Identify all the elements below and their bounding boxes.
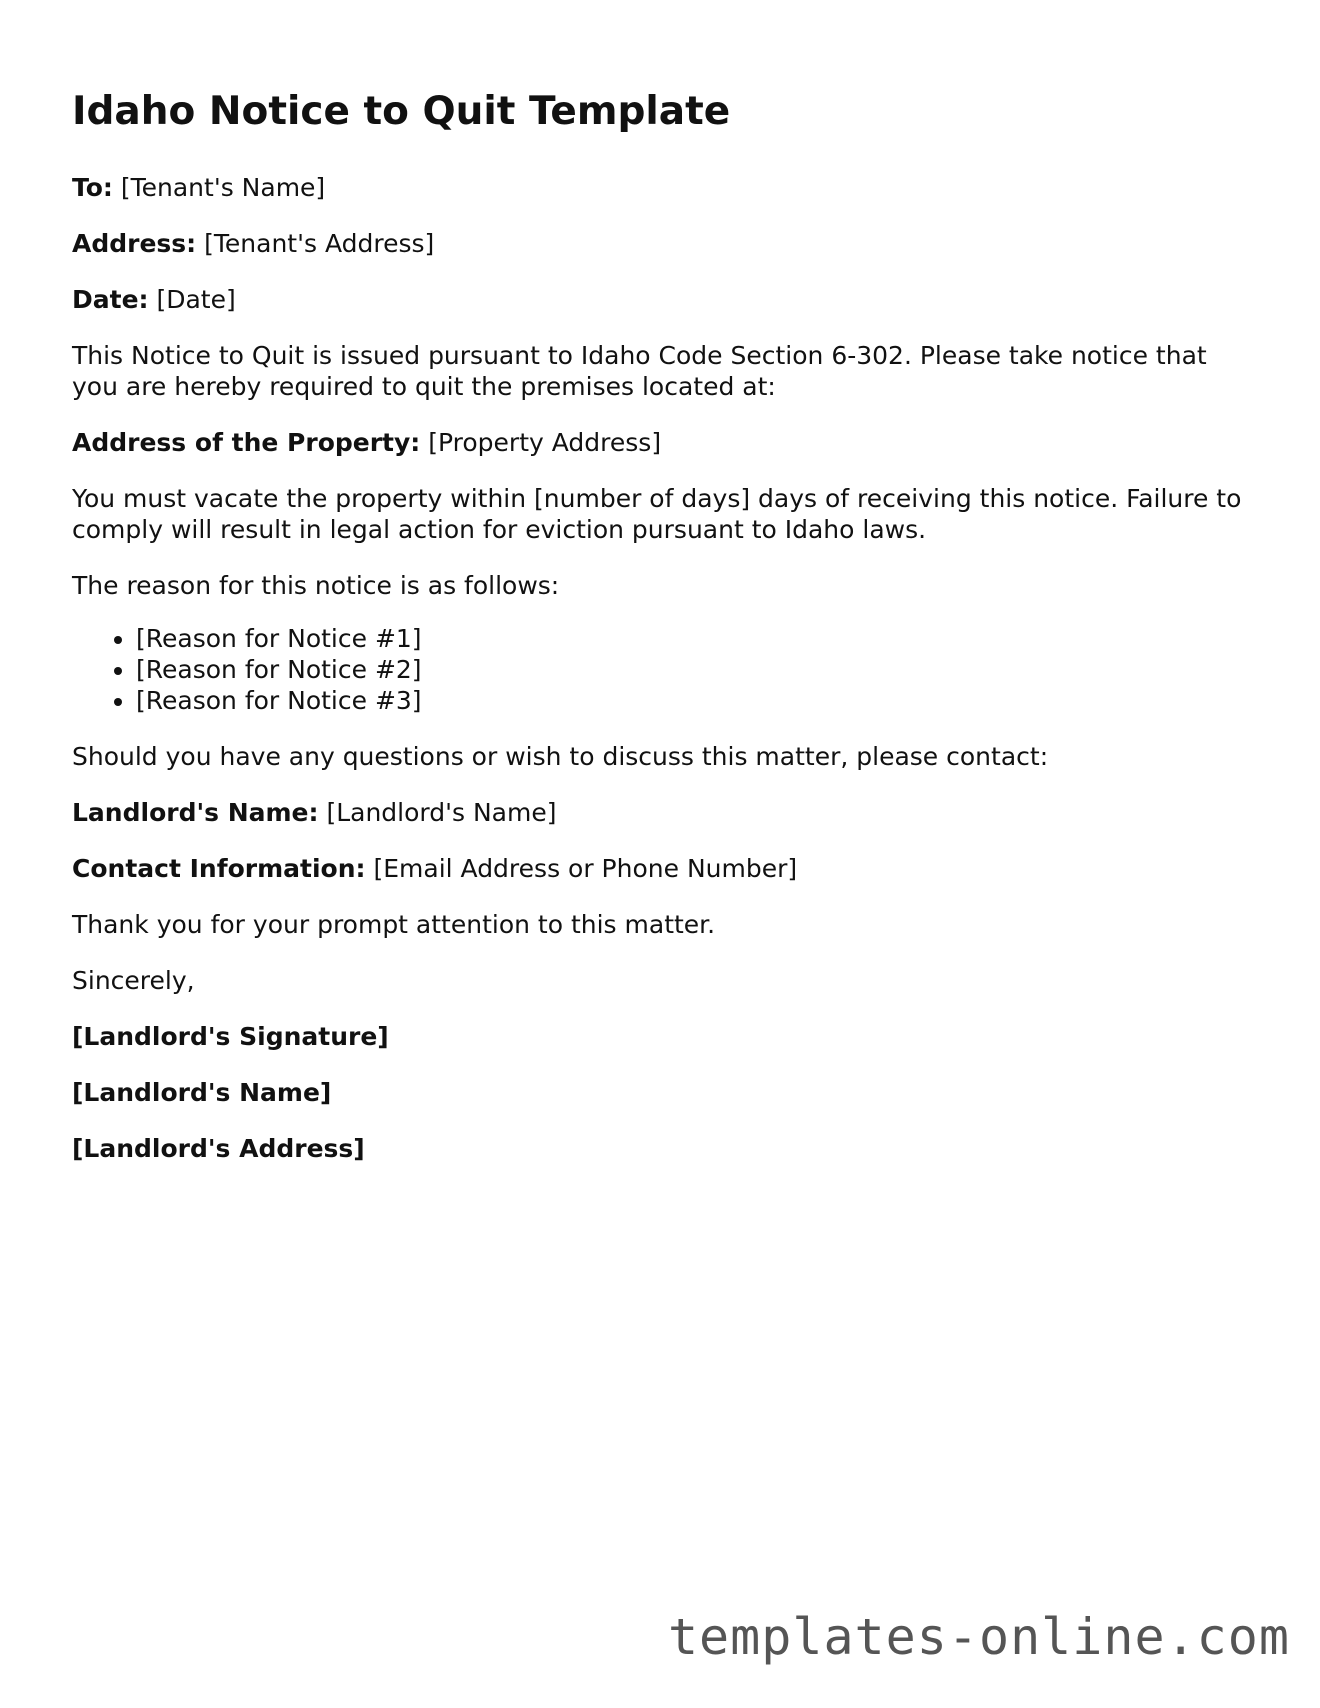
watermark: templates-online.com bbox=[667, 1608, 1290, 1666]
reasons-intro: The reason for this notice is as follows: bbox=[72, 571, 560, 600]
property-value: [Property Address] bbox=[428, 428, 662, 457]
questions-paragraph: Should you have any questions or wish to discuss this matter, please contact: bbox=[72, 742, 1049, 771]
list-item: • [Reason for Notice #1] bbox=[136, 623, 1252, 654]
landlord-name-label: Landlord's Name: bbox=[72, 798, 319, 827]
reasons-list bbox=[72, 623, 1252, 716]
address-label: Address: bbox=[72, 229, 197, 258]
intro-paragraph: This Notice to Quit is issued pursuant to Idaho Code Section 6-302. Please take notice that you are hereby required to quit the premises located at: bbox=[72, 341, 1207, 401]
page-title: Idaho Notice to Quit Template bbox=[72, 89, 731, 134]
property-label: Address of the Property: bbox=[72, 428, 421, 457]
thanks-paragraph: Thank you for your prompt attention to this matter. bbox=[72, 910, 716, 939]
contact-label: Contact Information: bbox=[72, 854, 366, 883]
document-page bbox=[72, 86, 1252, 1189]
landlord-name-value: [Landlord's Name] bbox=[326, 798, 557, 827]
address-value: [Tenant's Address] bbox=[204, 229, 435, 258]
closing: Sincerely, bbox=[72, 966, 195, 995]
landlord-name-line bbox=[72, 797, 1252, 828]
list-item: • [Reason for Notice #2] bbox=[136, 654, 1252, 685]
to-line bbox=[72, 172, 1252, 203]
date-label: Date: bbox=[72, 285, 149, 314]
to-label: To: bbox=[72, 173, 113, 202]
address-line bbox=[72, 228, 1252, 259]
to-value: [Tenant's Name] bbox=[120, 173, 326, 202]
contact-line bbox=[72, 853, 1252, 884]
list-item: • [Reason for Notice #3] bbox=[136, 685, 1252, 716]
property-line bbox=[72, 427, 1252, 458]
signature-name: [Landlord's Name] bbox=[72, 1078, 332, 1107]
signature-address: [Landlord's Address] bbox=[72, 1134, 365, 1163]
date-line bbox=[72, 284, 1252, 315]
vacate-paragraph: You must vacate the property within [number of days] days of receiving this notice. Failure to comply will result in legal action for eviction pursuant to Idaho laws. bbox=[72, 484, 1242, 544]
signature-line: [Landlord's Signature] bbox=[72, 1022, 389, 1051]
contact-value: [Email Address or Phone Number] bbox=[373, 854, 798, 883]
date-value: [Date] bbox=[156, 285, 236, 314]
